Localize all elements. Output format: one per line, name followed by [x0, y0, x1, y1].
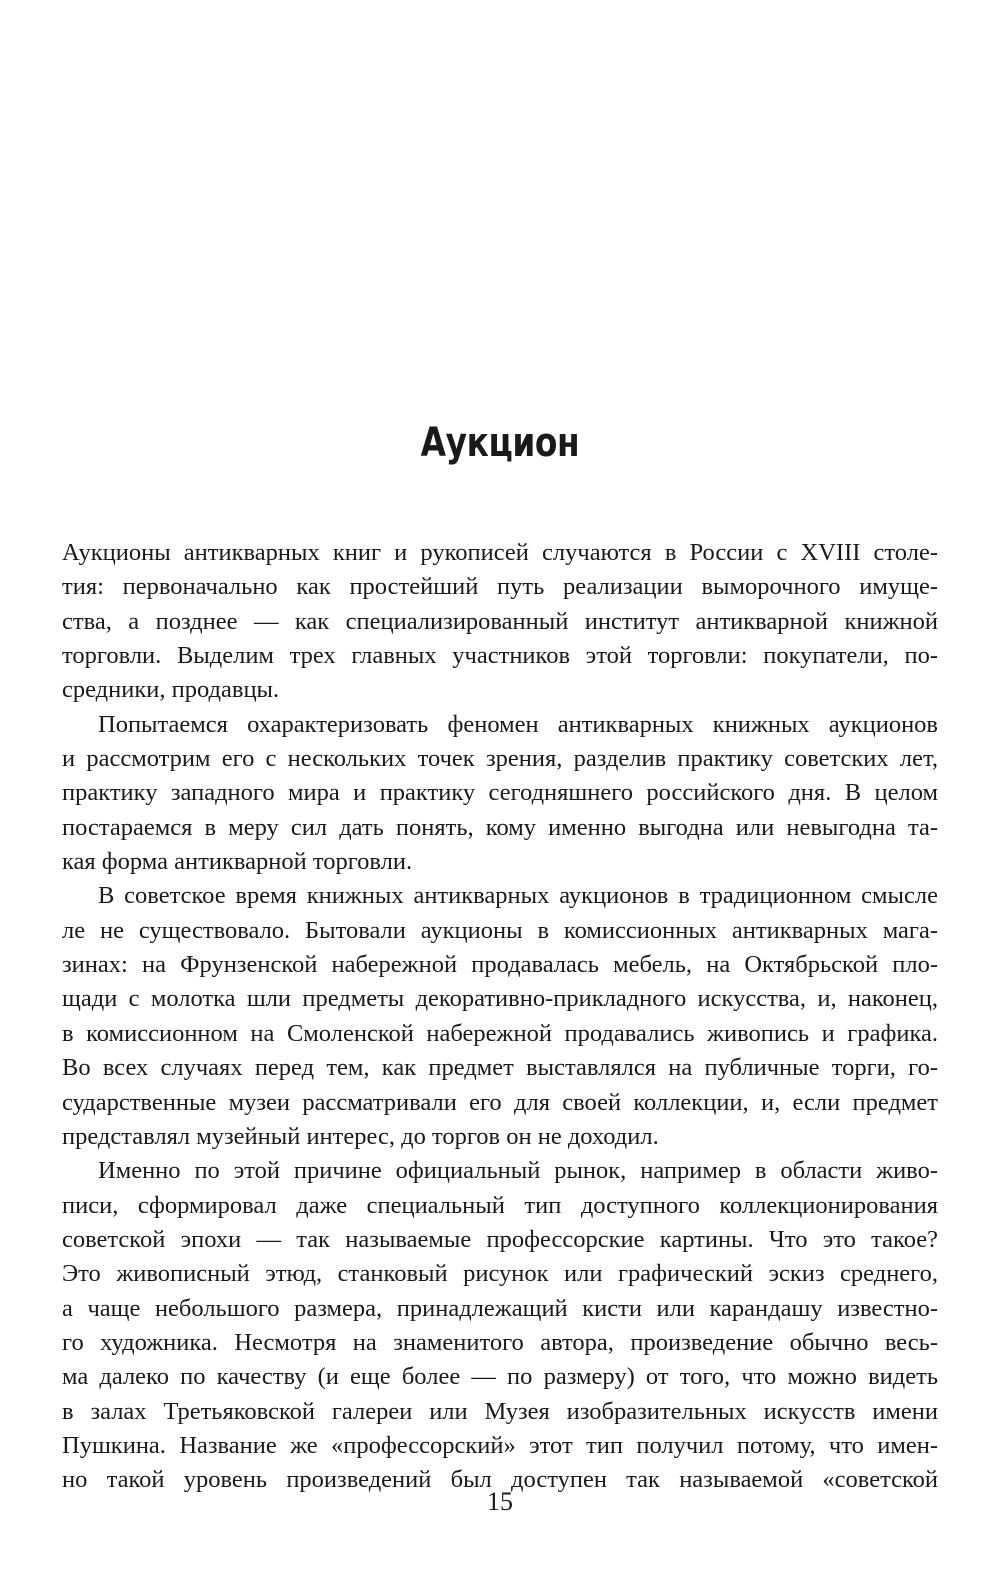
chapter-title: Аукцион — [420, 420, 580, 466]
text-line: Пушкина. Название же «профессорский» этот тип получил потому, что имен- — [62, 1431, 938, 1459]
paragraph — [62, 1154, 938, 1497]
text-line: представлял музейный интерес, до торгов он не доходил. — [62, 1122, 659, 1150]
text-line: средники, продавцы. — [62, 676, 280, 704]
body-text — [62, 536, 938, 1498]
text-line: а чаще небольшого размера, принадлежащий кисти или карандашу известно- — [62, 1294, 938, 1322]
text-line: кая форма антикварной торговли. — [62, 848, 413, 876]
text-line: практику западного мира и практику сегодняшнего российского дня. В целом — [62, 779, 938, 807]
text-line: Попытаемся охарактеризовать феномен антикварных книжных аукционов — [98, 710, 938, 738]
text-line: Это живописный этюд, станковый рисунок или графический эскиз среднего, — [62, 1260, 938, 1288]
text-line: но такой уровень произведений был доступен так называемой «советской — [62, 1466, 938, 1494]
text-line: в комиссионном на Смоленской набережной продавались живопись и графика. — [62, 1019, 938, 1047]
text-line: постараемся в меру сил дать понять, кому именно выгодна или невыгодна та- — [62, 813, 938, 841]
text-line: торговли. Выделим трех главных участников этой торговли: покупатели, по- — [62, 642, 938, 670]
paragraph — [62, 708, 938, 880]
text-line: зинах: на Фрунзенской набережной продавалась мебель, на Октябрьской пло- — [62, 951, 938, 979]
text-line: щади с молотка шли предметы декоративно-прикладного искусства, и, наконец, — [62, 985, 938, 1013]
text-line: Аукционы антикварных книг и рукописей случаются в России с XVIII столе- — [62, 539, 938, 566]
text-line: ма далеко по качеству (и еще более — по размеру) от того, что можно видеть — [62, 1363, 938, 1391]
text-line: советской эпохи — так называемые профессорские картины. Что это такое? — [62, 1225, 938, 1253]
text-line: ле не существовало. Бытовали аукционы в комиссионных антикварных мага- — [62, 916, 938, 944]
text-line: в залах Третьяковской галереи или Музея изобразительных искусств имени — [62, 1397, 938, 1425]
text-line: и рассмотрим его с нескольких точек зрения, разделив практику советских лет, — [62, 745, 938, 773]
text-line: сударственные музеи рассматривали его для своей коллекции, и, если предмет — [62, 1088, 938, 1116]
paragraph — [62, 536, 938, 708]
text-line: Именно по этой причине официальный рынок, например в области живо- — [98, 1157, 938, 1185]
text-line: ства, а позднее — как специализированный институт антикварной книжной — [62, 607, 938, 635]
text-line: писи, сформировал даже специальный тип доступного коллекционирования — [62, 1191, 938, 1219]
text-line: В советское время книжных антикварных аукционов в традиционном смысле — [98, 882, 938, 910]
text-line: Во всех случаях перед тем, как предмет выставлялся на публичные торги, го- — [62, 1054, 938, 1082]
page-number: 15 — [487, 1487, 513, 1516]
text-line: го художника. Несмотря на знаменитого автора, произведение обычно весь- — [62, 1328, 938, 1356]
paragraph — [62, 879, 938, 1154]
text-line: тия: первоначально как простейший путь реализации выморочного имуще- — [62, 573, 938, 601]
